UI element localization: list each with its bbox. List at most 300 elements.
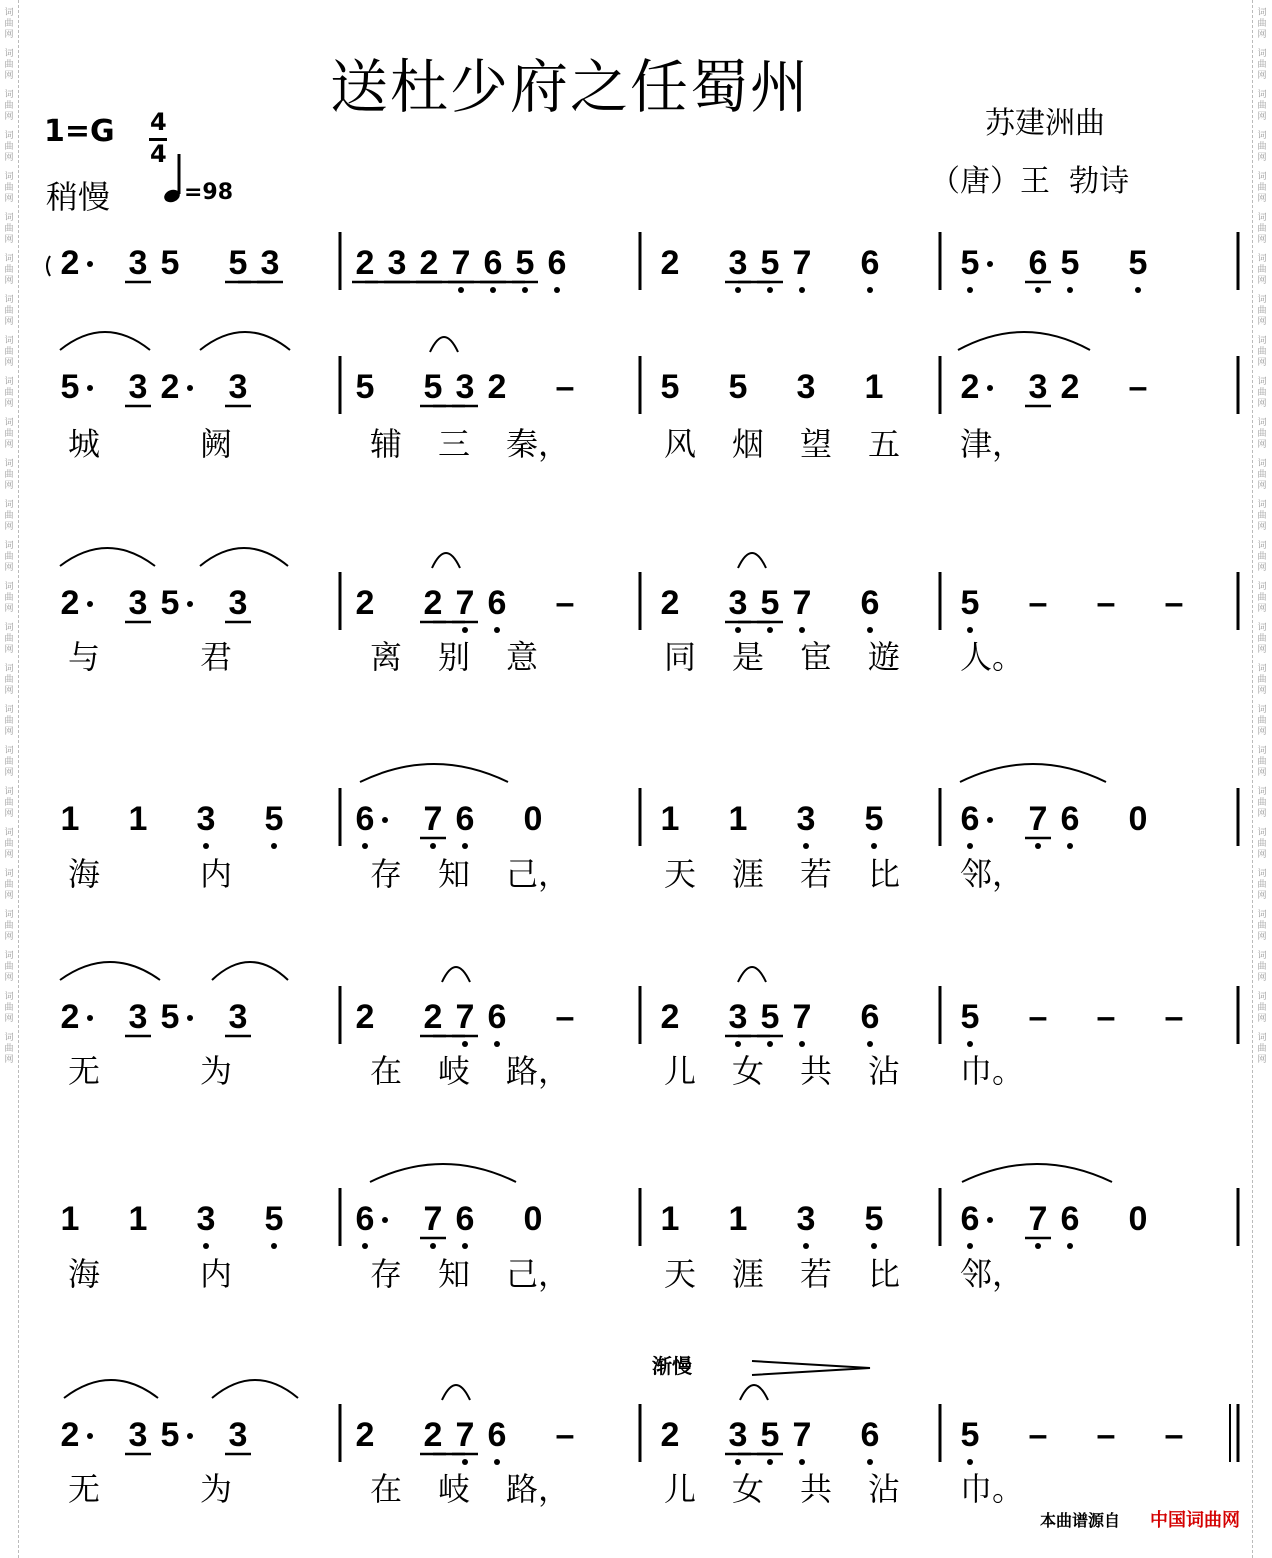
lyric-syllable: 阙: [200, 425, 233, 463]
slur: [60, 962, 160, 980]
augmentation-dot: [382, 1217, 388, 1223]
low-octave-dot: [494, 1041, 500, 1047]
note: 5: [515, 244, 535, 282]
watermark-text: 词 曲 网: [1257, 418, 1267, 450]
low-octave-dot: [1067, 287, 1073, 293]
augmentation-dot: [87, 601, 93, 607]
tie-arc: [740, 1385, 768, 1400]
augmentation-dot: [987, 817, 993, 823]
tie-arc: [442, 1385, 470, 1400]
note: 5: [355, 368, 375, 406]
watermark-text: 词 曲 网: [4, 828, 14, 860]
low-octave-dot: [871, 1243, 877, 1249]
low-octave-dot: [1067, 843, 1073, 849]
low-octave-dot: [1035, 287, 1041, 293]
low-octave-dot: [967, 287, 973, 293]
watermark-text: 词 曲 网: [4, 746, 14, 778]
lyric-syllable: 己，: [506, 1255, 571, 1293]
slur: [60, 332, 150, 350]
note: 2: [423, 584, 443, 622]
note: 1: [60, 1200, 80, 1238]
slur: [64, 1380, 158, 1398]
slur: [960, 764, 1106, 782]
note: 1: [60, 800, 80, 838]
lyric-syllable: 三: [438, 425, 471, 463]
low-octave-dot: [203, 1243, 209, 1249]
note: 2: [1060, 368, 1080, 406]
low-octave-dot: [462, 843, 468, 849]
ritardando-direction: 渐慢: [652, 1354, 692, 1378]
note: 2: [60, 244, 80, 282]
note: 3: [796, 368, 816, 406]
note: 7: [451, 244, 471, 282]
watermark-text: 词 曲 网: [1257, 869, 1267, 901]
slur: [212, 1380, 298, 1398]
watermark-text: 词 曲 网: [4, 787, 14, 819]
note: 5: [760, 1416, 780, 1454]
note: 2: [160, 368, 180, 406]
low-octave-dot: [1135, 287, 1141, 293]
lyric-syllable: 比: [868, 1255, 901, 1293]
low-octave-dot: [967, 843, 973, 849]
note: 2: [660, 1416, 680, 1454]
lyric-syllable: 君: [200, 638, 233, 676]
note: 2: [355, 1416, 375, 1454]
note: 2: [419, 244, 439, 282]
dash-extension: –: [1096, 584, 1116, 622]
note: 1: [660, 800, 680, 838]
lyric-syllable: 邻，: [960, 1255, 1025, 1293]
watermark-text: 词 曲 网: [4, 418, 14, 450]
dash-extension: –: [1028, 584, 1048, 622]
watermark-text: 词 曲 网: [1257, 172, 1267, 204]
note: 7: [455, 998, 475, 1036]
note: 3: [387, 244, 407, 282]
low-octave-dot: [1067, 1243, 1073, 1249]
lyric-syllable: 涯: [732, 1255, 765, 1293]
dash-extension: –: [1096, 1416, 1116, 1454]
low-octave-dot: [799, 287, 805, 293]
watermark-text: 词 曲 网: [4, 49, 14, 81]
lyric-syllable: 为: [200, 1052, 233, 1090]
lyric-syllable: 同: [664, 638, 697, 676]
note: 6: [355, 800, 375, 838]
note: 2: [355, 584, 375, 622]
note: 5: [960, 1416, 980, 1454]
watermark-text: 词 曲 网: [1257, 910, 1267, 942]
tie-arc: [738, 967, 766, 982]
note: 5: [160, 244, 180, 282]
time-signature-denominator: 4: [150, 140, 167, 168]
slur: [958, 332, 1090, 350]
note: 2: [423, 1416, 443, 1454]
watermark-text: 词 曲 网: [4, 295, 14, 327]
note: 6: [860, 244, 880, 282]
lyric-syllable: 望: [800, 425, 833, 463]
open-paren: [47, 256, 50, 276]
note: 2: [960, 368, 980, 406]
low-octave-dot: [735, 287, 741, 293]
note: 5: [960, 244, 980, 282]
note: 7: [1028, 800, 1048, 838]
lyric-syllable: 知: [438, 1255, 471, 1293]
note: 3: [260, 244, 280, 282]
lyric-syllable: 女: [732, 1470, 765, 1508]
low-octave-dot: [271, 1243, 277, 1249]
note: 0: [523, 1200, 543, 1238]
lyric-syllable: 沾: [868, 1470, 901, 1508]
dash-extension: –: [555, 584, 575, 622]
watermark-text: 词 曲 网: [1257, 664, 1267, 696]
tie-arc: [430, 337, 458, 352]
low-octave-dot: [767, 1459, 773, 1465]
note: 1: [128, 800, 148, 838]
watermark-text: 词 曲 网: [1257, 336, 1267, 368]
low-octave-dot: [871, 843, 877, 849]
watermark-text: 词 曲 网: [4, 951, 14, 983]
watermark-text: 词 曲 网: [1257, 623, 1267, 655]
lyric-syllable: 无: [68, 1052, 101, 1090]
note: 3: [128, 1416, 148, 1454]
watermark-text: 词 曲 网: [1257, 582, 1267, 614]
low-octave-dot: [362, 843, 368, 849]
lyric-syllable: 存: [370, 1255, 403, 1293]
low-octave-dot: [767, 287, 773, 293]
note: 5: [760, 244, 780, 282]
low-octave-dot: [767, 1041, 773, 1047]
watermark-text: 词 曲 网: [4, 377, 14, 409]
augmentation-dot: [87, 385, 93, 391]
note: 7: [423, 800, 443, 838]
low-octave-dot: [799, 1041, 805, 1047]
lyric-syllable: 别: [438, 638, 471, 676]
note: 1: [728, 1200, 748, 1238]
low-octave-dot: [462, 1459, 468, 1465]
note: 2: [60, 584, 80, 622]
dash-extension: –: [555, 1416, 575, 1454]
note: 1: [660, 1200, 680, 1238]
note: 5: [160, 584, 180, 622]
lyric-syllable: 天: [664, 1255, 697, 1293]
decrescendo-hairpin-icon: [750, 1358, 874, 1380]
lyric-syllable: 路，: [506, 1052, 571, 1090]
augmentation-dot: [987, 1217, 993, 1223]
lyric-syllable: 比: [868, 855, 901, 893]
tie-arc: [432, 553, 460, 568]
tempo-word: 稍慢: [46, 178, 111, 216]
low-octave-dot: [203, 843, 209, 849]
augmentation-dot: [187, 1015, 193, 1021]
note: 5: [423, 368, 443, 406]
lyric-syllable: 宦: [800, 638, 833, 676]
note: 6: [547, 244, 567, 282]
note: 3: [128, 368, 148, 406]
note: 7: [455, 1416, 475, 1454]
lyric-syllable: 路，: [506, 1470, 571, 1508]
lyric-syllable: 共: [800, 1470, 833, 1508]
watermark-text: 词 曲 网: [4, 992, 14, 1024]
watermark-text: 词 曲 网: [4, 90, 14, 122]
lyric-syllable: 意: [506, 638, 539, 676]
tie-arc: [442, 967, 470, 982]
watermark-text: 词 曲 网: [1257, 951, 1267, 983]
watermark-text: 词 曲 网: [1257, 787, 1267, 819]
note: 6: [1028, 244, 1048, 282]
watermark-text: 词 曲 网: [1257, 1033, 1267, 1065]
note: 6: [487, 584, 507, 622]
watermark-text: 词 曲 网: [1257, 8, 1267, 40]
lyric-syllable: 知: [438, 855, 471, 893]
dash-extension: –: [1096, 998, 1116, 1036]
low-octave-dot: [430, 843, 436, 849]
note: 2: [660, 584, 680, 622]
low-octave-dot: [967, 1041, 973, 1047]
augmentation-dot: [987, 385, 993, 391]
low-octave-dot: [803, 1243, 809, 1249]
slur: [200, 548, 288, 566]
lyric-syllable: 城: [68, 425, 101, 463]
note: 1: [128, 1200, 148, 1238]
note: 3: [228, 368, 248, 406]
note: 6: [455, 1200, 475, 1238]
watermark-text: 词 曲 网: [1257, 459, 1267, 491]
lyric-syllable: 在: [370, 1470, 403, 1508]
note: 3: [728, 1416, 748, 1454]
dash-extension: –: [1164, 998, 1184, 1036]
slur: [212, 962, 288, 980]
lyric-syllable: 内: [200, 855, 233, 893]
note: 2: [355, 244, 375, 282]
note: 7: [423, 1200, 443, 1238]
watermark-text: 词 曲 网: [4, 869, 14, 901]
watermark-text: 词 曲 网: [4, 213, 14, 245]
lyric-syllable: 存: [370, 855, 403, 893]
tempo-bpm: =98: [184, 180, 234, 205]
lyric-syllable: 离: [370, 638, 403, 676]
low-octave-dot: [1035, 843, 1041, 849]
low-octave-dot: [494, 1459, 500, 1465]
lyric-syllable: 巾。: [960, 1470, 1025, 1508]
slur: [360, 764, 508, 782]
lyric-syllable: 儿: [664, 1052, 697, 1090]
key-signature: 1=G: [44, 114, 115, 149]
note: 3: [728, 998, 748, 1036]
low-octave-dot: [799, 1459, 805, 1465]
low-octave-dot: [767, 627, 773, 633]
note: 3: [728, 584, 748, 622]
augmentation-dot: [87, 1433, 93, 1439]
watermark-text: 词 曲 网: [1257, 295, 1267, 327]
tie-arc: [738, 553, 766, 568]
watermark-text: 词 曲 网: [1257, 705, 1267, 737]
note: 6: [487, 998, 507, 1036]
low-octave-dot: [554, 287, 560, 293]
note: 3: [1028, 368, 1048, 406]
lyric-syllable: 烟: [732, 425, 765, 463]
note: 7: [1028, 1200, 1048, 1238]
watermark-text: 词 曲 网: [4, 582, 14, 614]
low-octave-dot: [867, 1041, 873, 1047]
slur: [370, 1164, 516, 1182]
lyric-syllable: 人。: [960, 638, 1025, 676]
low-octave-dot: [522, 287, 528, 293]
note: 3: [455, 368, 475, 406]
watermark-text: 词 曲 网: [1257, 254, 1267, 286]
note: 6: [1060, 800, 1080, 838]
dash-extension: –: [1028, 998, 1048, 1036]
watermark-text: 词 曲 网: [4, 664, 14, 696]
note: 6: [455, 800, 475, 838]
watermark-text: 词 曲 网: [4, 131, 14, 163]
note: 6: [860, 584, 880, 622]
time-signature-numerator: 4: [150, 108, 167, 136]
lyric-syllable: 海: [68, 855, 101, 893]
watermark-text: 词 曲 网: [1257, 500, 1267, 532]
low-octave-dot: [735, 1459, 741, 1465]
lyric-syllable: 与: [68, 638, 101, 676]
lyric-syllable: 天: [664, 855, 697, 893]
lyric-syllable: 为: [200, 1470, 233, 1508]
augmentation-dot: [187, 601, 193, 607]
augmentation-dot: [187, 385, 193, 391]
low-octave-dot: [271, 843, 277, 849]
note: 3: [128, 584, 148, 622]
source-label: 本曲谱源自: [1040, 1511, 1121, 1530]
low-octave-dot: [462, 1041, 468, 1047]
watermark-text: 词 曲 网: [1257, 828, 1267, 860]
dash-extension: –: [1164, 1416, 1184, 1454]
lyric-syllable: 若: [800, 855, 833, 893]
watermark-text: 词 曲 网: [4, 459, 14, 491]
note: 3: [796, 1200, 816, 1238]
note: 1: [864, 368, 884, 406]
lyric-syllable: 己，: [506, 855, 571, 893]
augmentation-dot: [87, 1015, 93, 1021]
note: 5: [728, 368, 748, 406]
note: 3: [796, 800, 816, 838]
note: 5: [1060, 244, 1080, 282]
note: 3: [228, 998, 248, 1036]
note: 2: [660, 998, 680, 1036]
augmentation-dot: [187, 1433, 193, 1439]
watermark-text: 词 曲 网: [4, 500, 14, 532]
low-octave-dot: [967, 627, 973, 633]
note: 6: [487, 1416, 507, 1454]
note: 0: [523, 800, 543, 838]
dash-extension: –: [1128, 368, 1148, 406]
low-octave-dot: [1035, 1243, 1041, 1249]
watermark-text: 词 曲 网: [1257, 90, 1267, 122]
lyric-syllable: 巾。: [960, 1052, 1025, 1090]
dash-extension: –: [1028, 1416, 1048, 1454]
note: 3: [128, 244, 148, 282]
low-octave-dot: [735, 1041, 741, 1047]
lyric-syllable: 岐: [438, 1470, 471, 1508]
watermark-text: 词 曲 网: [4, 910, 14, 942]
note: 3: [128, 998, 148, 1036]
lyric-syllable: 岐: [438, 1052, 471, 1090]
note: 6: [1060, 1200, 1080, 1238]
note: 5: [864, 1200, 884, 1238]
note: 5: [1128, 244, 1148, 282]
dash-extension: –: [555, 998, 575, 1036]
augmentation-dot: [382, 817, 388, 823]
note: 5: [228, 244, 248, 282]
watermark-text: 词 曲 网: [4, 623, 14, 655]
note: 7: [792, 584, 812, 622]
watermark-text: 词 曲 网: [4, 172, 14, 204]
slur: [200, 332, 290, 350]
note: 5: [60, 368, 80, 406]
note: 3: [196, 1200, 216, 1238]
note: 2: [423, 998, 443, 1036]
watermark-text: 词 曲 网: [1257, 992, 1267, 1024]
watermark-text: 词 曲 网: [4, 541, 14, 573]
note: 3: [728, 244, 748, 282]
slur: [60, 548, 155, 566]
note: 1: [728, 800, 748, 838]
note: 5: [960, 998, 980, 1036]
source-site: 中国词曲网: [1150, 1510, 1240, 1531]
lyric-syllable: 津，: [960, 425, 1025, 463]
watermark-text: 词 曲 网: [1257, 541, 1267, 573]
low-octave-dot: [462, 1243, 468, 1249]
watermark-text: 词 曲 网: [1257, 377, 1267, 409]
note: 2: [60, 1416, 80, 1454]
low-octave-dot: [867, 627, 873, 633]
note: 6: [355, 1200, 375, 1238]
low-octave-dot: [494, 627, 500, 633]
lyric-syllable: 遊: [868, 638, 901, 676]
dash-extension: –: [555, 368, 575, 406]
watermark-text: 词 曲 网: [4, 1033, 14, 1065]
note: 7: [455, 584, 475, 622]
slur: [962, 1164, 1112, 1182]
watermark-text: 词 曲 网: [1257, 213, 1267, 245]
note: 5: [864, 800, 884, 838]
lyric-syllable: 内: [200, 1255, 233, 1293]
note: 6: [960, 800, 980, 838]
watermark-text: 词 曲 网: [1257, 131, 1267, 163]
augmentation-dot: [87, 261, 93, 267]
note: 6: [860, 998, 880, 1036]
composer-credit: 苏建洲曲: [985, 106, 1105, 141]
low-octave-dot: [967, 1459, 973, 1465]
song-title: 送杜少府之任蜀州: [330, 53, 811, 121]
note: 3: [228, 584, 248, 622]
note: 5: [960, 584, 980, 622]
lyric-syllable: 若: [800, 1255, 833, 1293]
note: 0: [1128, 800, 1148, 838]
poet-credit: （唐）王 勃诗: [930, 164, 1130, 199]
low-octave-dot: [430, 1243, 436, 1249]
low-octave-dot: [490, 287, 496, 293]
low-octave-dot: [803, 843, 809, 849]
watermark-text: 词 曲 网: [4, 336, 14, 368]
watermark-text: 词 曲 网: [4, 8, 14, 40]
note: 5: [760, 998, 780, 1036]
note: 3: [196, 800, 216, 838]
lyric-syllable: 风: [664, 425, 697, 463]
lyric-syllable: 无: [68, 1470, 101, 1508]
lyric-syllable: 在: [370, 1052, 403, 1090]
watermark-text: 词 曲 网: [4, 705, 14, 737]
note: 5: [264, 1200, 284, 1238]
note: 3: [228, 1416, 248, 1454]
low-octave-dot: [735, 627, 741, 633]
low-octave-dot: [967, 1243, 973, 1249]
note: 6: [483, 244, 503, 282]
